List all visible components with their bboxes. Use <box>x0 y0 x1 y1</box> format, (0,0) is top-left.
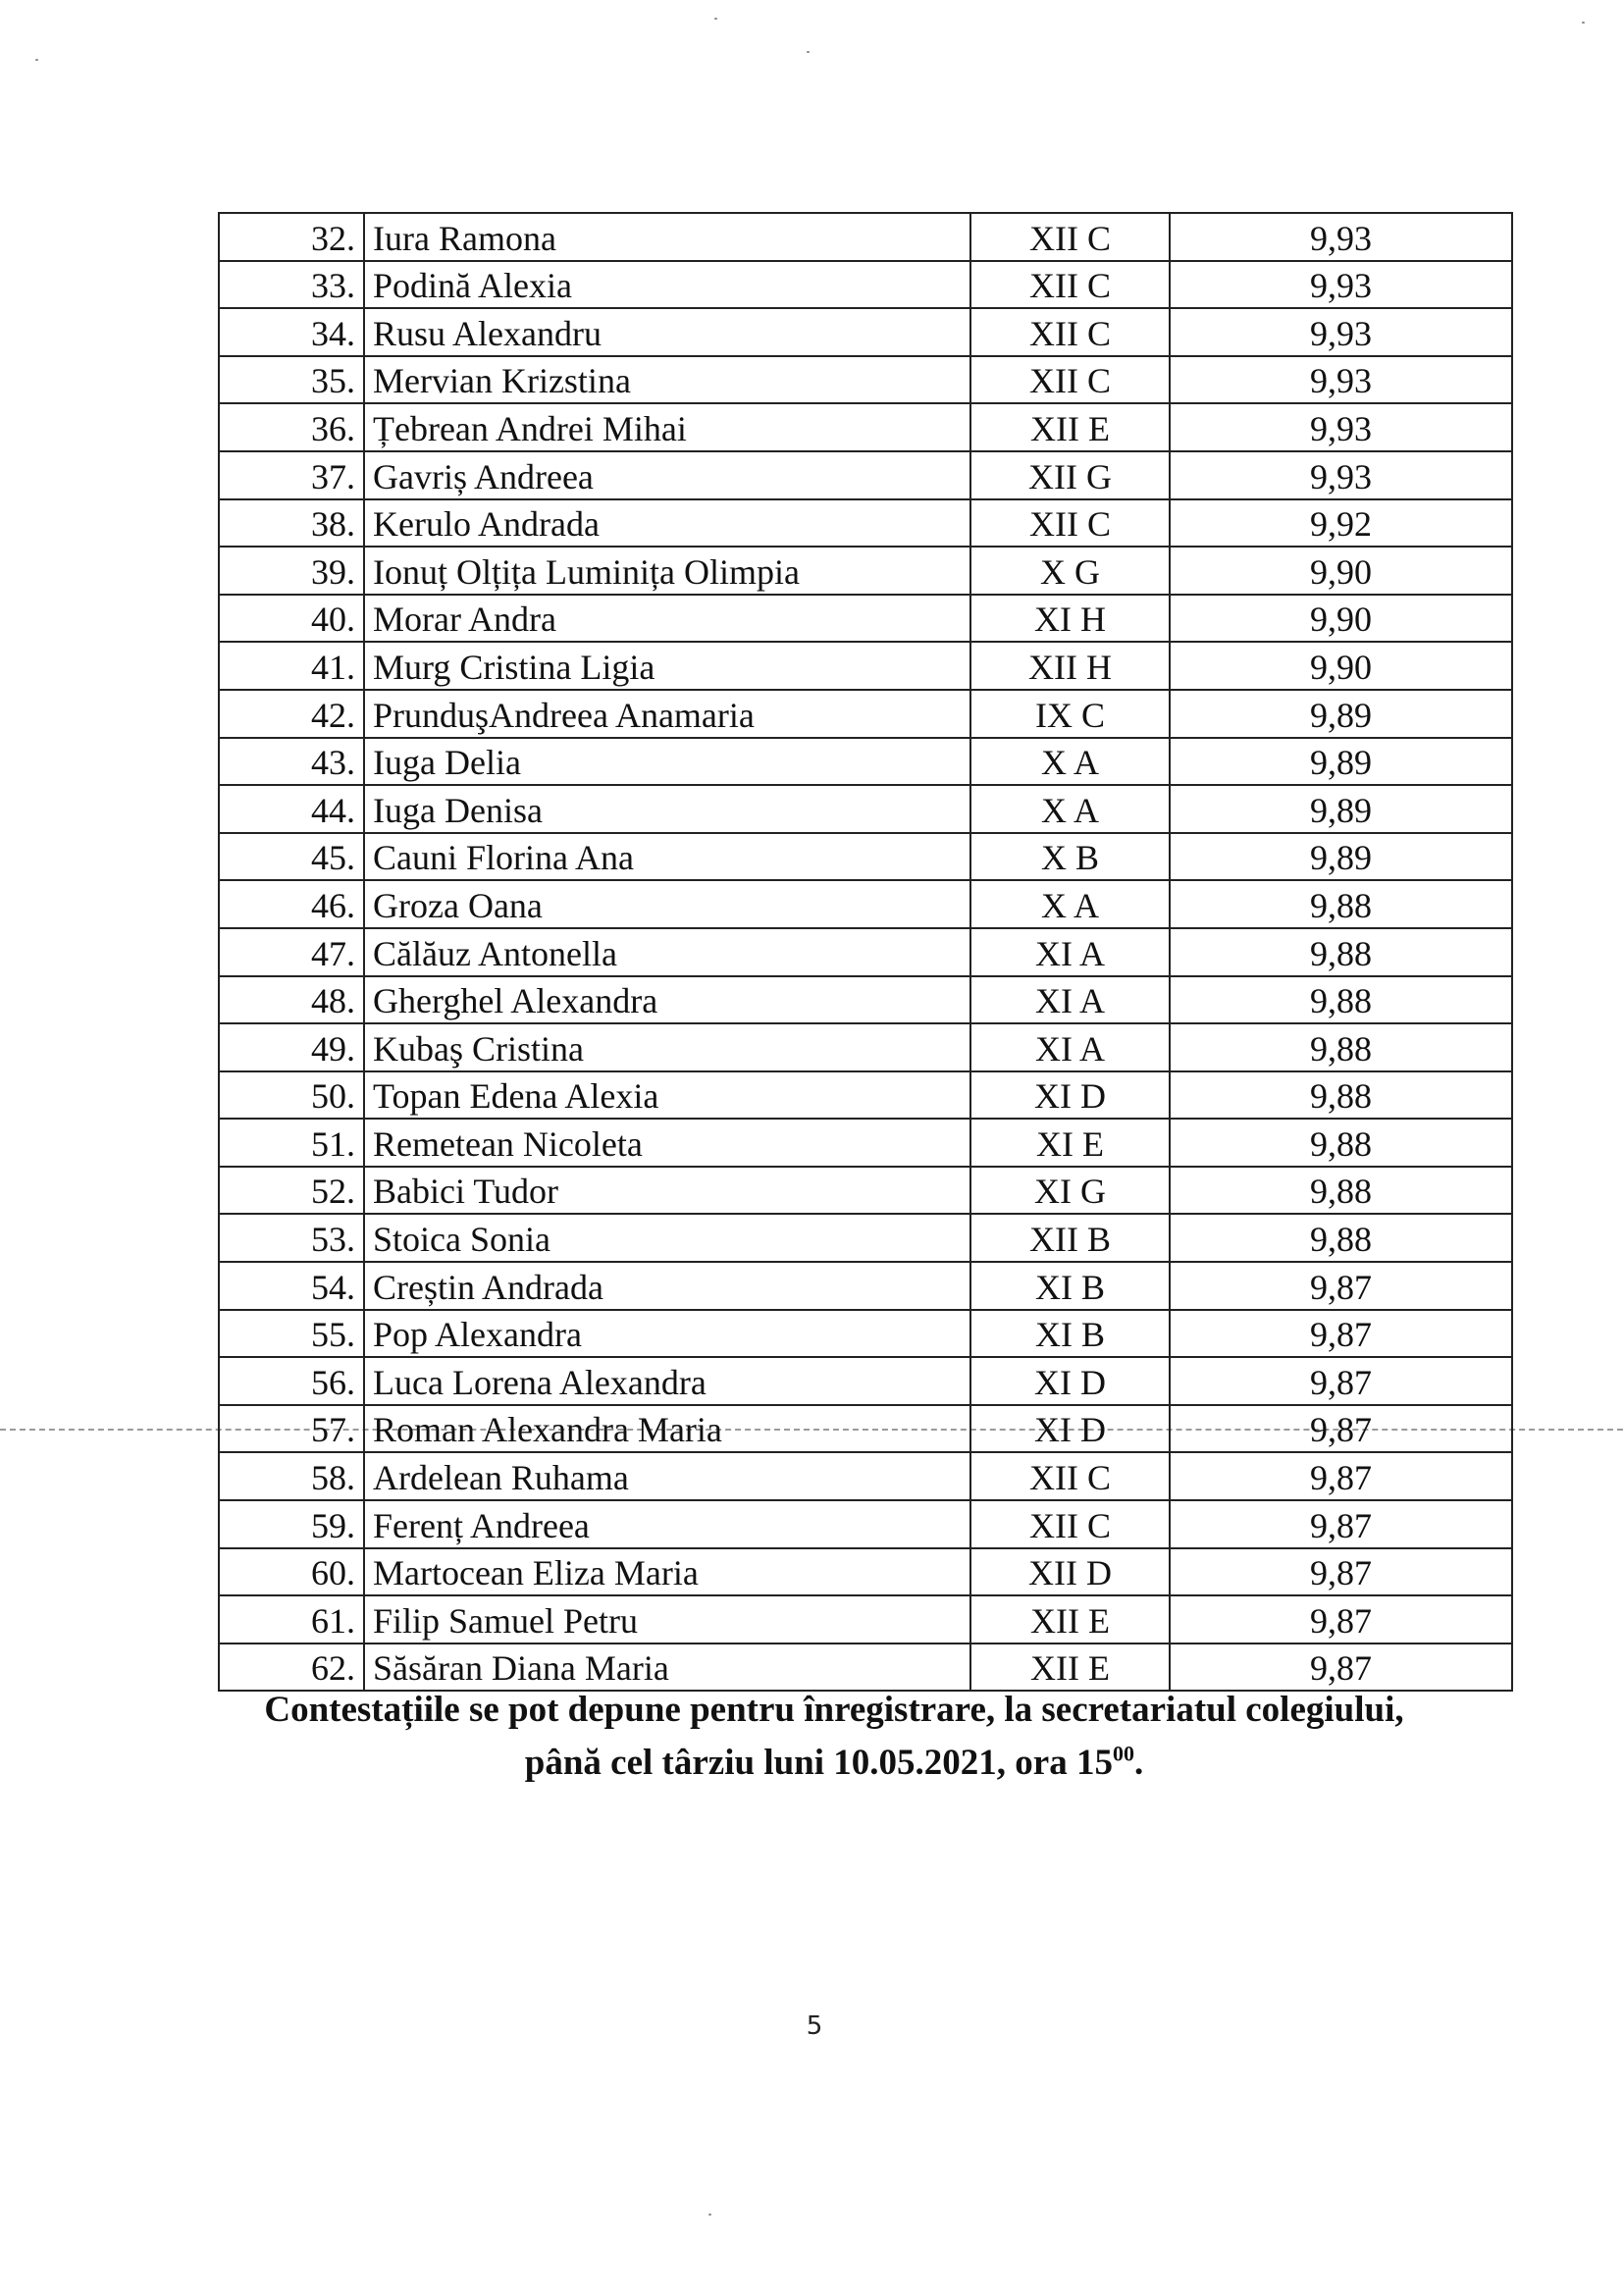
student-class: XII E <box>970 1644 1170 1692</box>
student-name: Călăuz Antonella <box>364 928 970 976</box>
row-number: 50. <box>219 1071 364 1120</box>
table-row <box>219 547 1512 595</box>
student-average: 9,90 <box>1170 642 1512 690</box>
student-average: 9,87 <box>1170 1405 1512 1453</box>
scan-speck <box>1582 22 1585 24</box>
row-number: 34. <box>219 308 364 356</box>
table-row <box>219 880 1512 928</box>
student-class: XI A <box>970 928 1170 976</box>
student-class: XI E <box>970 1119 1170 1167</box>
appeal-notice <box>196 1684 1472 1790</box>
student-class: XII E <box>970 1595 1170 1644</box>
student-average: 9,93 <box>1170 261 1512 309</box>
student-class: XII C <box>970 356 1170 404</box>
student-average: 9,88 <box>1170 880 1512 928</box>
table-row <box>219 1119 1512 1167</box>
table-row <box>219 690 1512 738</box>
row-number: 49. <box>219 1023 364 1071</box>
student-average: 9,87 <box>1170 1548 1512 1596</box>
student-class: XI D <box>970 1071 1170 1120</box>
student-name: Iuga Delia <box>364 738 970 786</box>
scan-speck <box>807 51 810 53</box>
student-average: 9,90 <box>1170 595 1512 643</box>
appeal-notice-line-2 <box>196 1737 1472 1790</box>
table-row <box>219 1167 1512 1215</box>
student-name: Pop Alexandra <box>364 1310 970 1358</box>
student-average: 9,88 <box>1170 1167 1512 1215</box>
table-row <box>219 451 1512 499</box>
row-number: 41. <box>219 642 364 690</box>
row-number: 43. <box>219 738 364 786</box>
row-number: 44. <box>219 785 364 833</box>
student-class: XI A <box>970 1023 1170 1071</box>
student-class: XII D <box>970 1548 1170 1596</box>
student-average: 9,88 <box>1170 1119 1512 1167</box>
table-row <box>219 1595 1512 1644</box>
table-row <box>219 1405 1512 1453</box>
student-name: Morar Andra <box>364 595 970 643</box>
row-number: 54. <box>219 1262 364 1310</box>
student-name: Ferenț Andreea <box>364 1500 970 1548</box>
student-name: Luca Lorena Alexandra <box>364 1357 970 1405</box>
student-average: 9,89 <box>1170 738 1512 786</box>
student-name: Murg Cristina Ligia <box>364 642 970 690</box>
table-row <box>219 928 1512 976</box>
student-class: X B <box>970 833 1170 881</box>
row-number: 58. <box>219 1452 364 1500</box>
student-class: XI D <box>970 1357 1170 1405</box>
student-average: 9,88 <box>1170 1071 1512 1120</box>
scan-speck <box>35 59 38 61</box>
student-class: IX C <box>970 690 1170 738</box>
scan-speck <box>714 18 717 20</box>
row-number: 53. <box>219 1214 364 1262</box>
table-row <box>219 308 1512 356</box>
table-row <box>219 785 1512 833</box>
appeal-notice-line-1: Contestațiile se pot depune pentru înregistrare, la secretariatul colegiului, <box>264 1690 1404 1730</box>
row-number: 61. <box>219 1595 364 1644</box>
table-row <box>219 1452 1512 1500</box>
student-class: XI G <box>970 1167 1170 1215</box>
student-name: Săsăran Diana Maria <box>364 1644 970 1692</box>
row-number: 60. <box>219 1548 364 1596</box>
student-average: 9,87 <box>1170 1262 1512 1310</box>
table-row <box>219 833 1512 881</box>
row-number: 36. <box>219 403 364 451</box>
student-class: XII C <box>970 499 1170 548</box>
student-name: Țebrean Andrei Mihai <box>364 403 970 451</box>
row-number: 37. <box>219 451 364 499</box>
row-number: 62. <box>219 1644 364 1692</box>
row-number: 48. <box>219 976 364 1024</box>
row-number: 45. <box>219 833 364 881</box>
row-number: 35. <box>219 356 364 404</box>
table-row <box>219 213 1512 261</box>
student-name: Podină Alexia <box>364 261 970 309</box>
results-table-body <box>219 213 1512 1691</box>
student-average: 9,87 <box>1170 1644 1512 1692</box>
student-name: Groza Oana <box>364 880 970 928</box>
appeal-deadline-period: . <box>1133 1743 1144 1783</box>
row-number: 32. <box>219 213 364 261</box>
row-number: 55. <box>219 1310 364 1358</box>
student-class: XII C <box>970 1452 1170 1500</box>
table-row <box>219 1262 1512 1310</box>
student-class: X G <box>970 547 1170 595</box>
student-name: Kerulo Andrada <box>364 499 970 548</box>
row-number: 46. <box>219 880 364 928</box>
student-average: 9,93 <box>1170 356 1512 404</box>
table-row <box>219 1310 1512 1358</box>
student-class: XII H <box>970 642 1170 690</box>
student-name: Cauni Florina Ana <box>364 833 970 881</box>
table-row <box>219 499 1512 548</box>
student-name: Remetean Nicoleta <box>364 1119 970 1167</box>
student-name: Ardelean Ruhama <box>364 1452 970 1500</box>
row-number: 42. <box>219 690 364 738</box>
student-average: 9,93 <box>1170 213 1512 261</box>
student-name: Ionuț Olțița Luminița Olimpia <box>364 547 970 595</box>
row-number: 33. <box>219 261 364 309</box>
table-row <box>219 1071 1512 1120</box>
student-average: 9,93 <box>1170 451 1512 499</box>
student-name: Martocean Eliza Maria <box>364 1548 970 1596</box>
table-row <box>219 1548 1512 1596</box>
table-row <box>219 642 1512 690</box>
student-class: XI H <box>970 595 1170 643</box>
table-row <box>219 738 1512 786</box>
student-class: XII C <box>970 213 1170 261</box>
student-name: Topan Edena Alexia <box>364 1071 970 1120</box>
student-name: Iuga Denisa <box>364 785 970 833</box>
row-number: 39. <box>219 547 364 595</box>
student-average: 9,87 <box>1170 1452 1512 1500</box>
table-row <box>219 976 1512 1024</box>
student-average: 9,88 <box>1170 976 1512 1024</box>
page-number: 5 <box>806 2011 823 2041</box>
scan-speck <box>708 2214 711 2216</box>
student-class: XI D <box>970 1405 1170 1453</box>
results-table <box>218 212 1513 1692</box>
student-name: Filip Samuel Petru <box>364 1595 970 1644</box>
student-class: XII B <box>970 1214 1170 1262</box>
student-class: XI B <box>970 1310 1170 1358</box>
student-average: 9,88 <box>1170 1214 1512 1262</box>
student-average: 9,90 <box>1170 547 1512 595</box>
student-class: XII C <box>970 308 1170 356</box>
student-average: 9,93 <box>1170 403 1512 451</box>
student-name: Stoica Sonia <box>364 1214 970 1262</box>
student-name: Gavriș Andreea <box>364 451 970 499</box>
table-row <box>219 1214 1512 1262</box>
student-class: X A <box>970 785 1170 833</box>
row-number: 40. <box>219 595 364 643</box>
student-average: 9,87 <box>1170 1357 1512 1405</box>
student-name: Roman Alexandra Maria <box>364 1405 970 1453</box>
table-row <box>219 1500 1512 1548</box>
student-name: Gherghel Alexandra <box>364 976 970 1024</box>
student-class: XII E <box>970 403 1170 451</box>
table-row <box>219 1357 1512 1405</box>
appeal-deadline-minutes: 00 <box>1112 1741 1134 1766</box>
table-row <box>219 1023 1512 1071</box>
student-average: 9,87 <box>1170 1595 1512 1644</box>
student-class: XII G <box>970 451 1170 499</box>
student-average: 9,93 <box>1170 308 1512 356</box>
student-class: XI B <box>970 1262 1170 1310</box>
student-name: Kubaş Cristina <box>364 1023 970 1071</box>
row-number: 57. <box>219 1405 364 1453</box>
student-class: XII C <box>970 261 1170 309</box>
student-name: Iura Ramona <box>364 213 970 261</box>
student-class: XII C <box>970 1500 1170 1548</box>
student-average: 9,92 <box>1170 499 1512 548</box>
row-number: 51. <box>219 1119 364 1167</box>
student-average: 9,89 <box>1170 690 1512 738</box>
student-average: 9,88 <box>1170 1023 1512 1071</box>
student-class: X A <box>970 880 1170 928</box>
student-name: PrunduşAndreea Anamaria <box>364 690 970 738</box>
row-number: 52. <box>219 1167 364 1215</box>
table-row <box>219 403 1512 451</box>
student-name: Babici Tudor <box>364 1167 970 1215</box>
student-average: 9,87 <box>1170 1310 1512 1358</box>
row-number: 59. <box>219 1500 364 1548</box>
student-name: Rusu Alexandru <box>364 308 970 356</box>
row-number: 56. <box>219 1357 364 1405</box>
student-class: XI A <box>970 976 1170 1024</box>
table-row <box>219 261 1512 309</box>
student-average: 9,87 <box>1170 1500 1512 1548</box>
student-name: Mervian Krizstina <box>364 356 970 404</box>
row-number: 47. <box>219 928 364 976</box>
student-average: 9,89 <box>1170 833 1512 881</box>
student-average: 9,88 <box>1170 928 1512 976</box>
table-row <box>219 356 1512 404</box>
student-average: 9,89 <box>1170 785 1512 833</box>
student-name: Creștin Andrada <box>364 1262 970 1310</box>
row-number: 38. <box>219 499 364 548</box>
table-row <box>219 595 1512 643</box>
student-class: X A <box>970 738 1170 786</box>
appeal-deadline-text: până cel târziu luni 10.05.2021, ora 15 <box>524 1743 1113 1783</box>
